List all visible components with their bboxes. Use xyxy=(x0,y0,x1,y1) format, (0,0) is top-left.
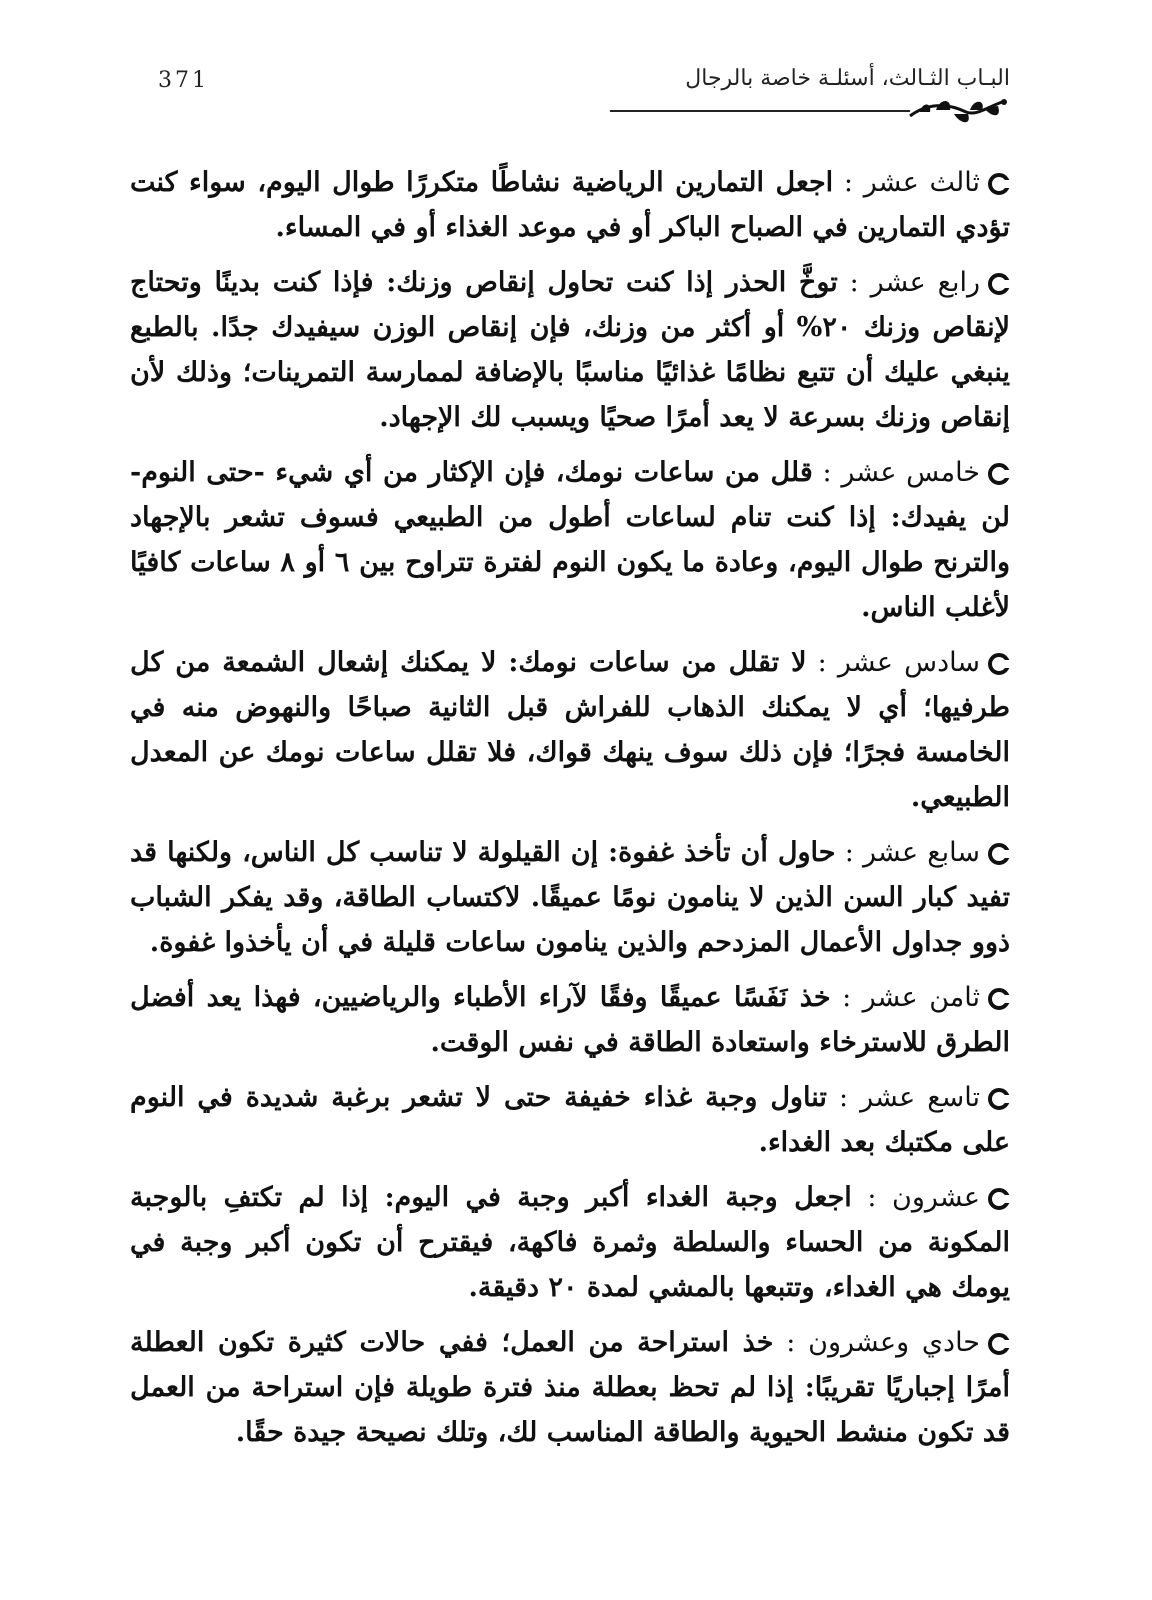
item-text: اجعل وجبة الغداء أكبر وجبة في اليوم: إذا لم تكتفِ بالوجبة المكونة من الحساء والسلطة وثمرة فاكهة، فيقترح أن تكون أكبر وجبة في يومك هي الغداء، وتتبعها بالمشي لمدة ٢٠ دقيقة. xyxy=(130,1182,1010,1303)
crescent-bullet-icon xyxy=(988,273,1010,295)
list-item xyxy=(130,260,1010,440)
item-text: خذ نَفَسًا عميقًا وفقًا لآراء الأطباء والرياضيين، فهذا يعد أفضل الطرق للاسترخاء واستعادة الطاقة في نفس الوقت. xyxy=(130,982,1010,1058)
crescent-bullet-icon xyxy=(988,1088,1010,1110)
list-item xyxy=(130,1075,1010,1165)
item-lead: سابع عشر : xyxy=(844,837,980,868)
list-item xyxy=(130,160,1010,250)
crescent-bullet-icon xyxy=(988,173,1010,195)
list-item xyxy=(130,640,1010,820)
page-header xyxy=(158,64,1010,134)
item-text: اجعل التمارين الرياضية نشاطًا متكررًا طوال اليوم، سواء كنت تؤدي التمارين في الصباح الباكر أو في موعد الغذاء أو في المساء. xyxy=(130,167,1010,243)
item-text: توخَّ الحذر إذا كنت تحاول إنقاص وزنك: فإذا كنت بدينًا وتحتاج لإنقاص وزنك ٢٠% أو أكثر من وزنك، فإن إنقاص الوزن سيفيدك جدًا. بالطبع ينبغي عليك أن تتبع نظامًا غذائيًا مناسبًا بالإضافة لممارسة التمرينات؛ وذلك لأن إنقاص وزنك بسرعة لا يعد أمرًا صحيًا ويسبب لك الإجهاد. xyxy=(130,267,1010,433)
item-lead: خامس عشر : xyxy=(822,457,980,488)
list-item xyxy=(130,1320,1010,1455)
item-text: قلل من ساعات نومك، فإن الإكثار من أي شيء -حتى النوم- لن يفيدك: إذا كنت تنام لساعات أطول من الطبيعي فسوف تشعر بالإجهاد والترنح طوال اليوم، وعادة ما يكون النوم لفترة تتراوح بين ٦ أو ٨ ساعات كافيًا لأغلب الناس. xyxy=(130,457,1010,623)
item-text: لا تقلل من ساعات نومك: لا يمكنك إشعال الشمعة من كل طرفيها؛ أي لا يمكنك الذهاب للفراش قبل الثانية صباحًا والنهوض منه في الخامسة فجرًا؛ فإن ذلك سوف ينهك قواك، فلا تقلل ساعات نومك عن المعدل الطبيعي. xyxy=(130,647,1010,813)
item-lead: تاسع عشر : xyxy=(838,1082,980,1113)
list-item xyxy=(130,450,1010,630)
page-number: 371 xyxy=(158,68,209,93)
crescent-bullet-icon xyxy=(988,1333,1010,1355)
item-lead: حادي وعشرون : xyxy=(786,1327,980,1358)
crescent-bullet-icon xyxy=(988,653,1010,675)
item-text: حاول أن تأخذ غفوة: إن القيلولة لا تناسب كل الناس، ولكنها قد تفيد كبار السن الذين لا ينامون نومًا عميقًا. لاكتساب الطاقة، وقد يفكر الشباب ذوو جداول الأعمال المزدحم والذين ينامون ساعات قليلة في أن يأخذوا غفوة. xyxy=(130,837,1010,958)
item-lead: ثامن عشر : xyxy=(842,982,980,1013)
item-lead: رابع عشر : xyxy=(849,267,981,298)
item-lead: عشرون : xyxy=(867,1182,980,1213)
crescent-bullet-icon xyxy=(988,1188,1010,1210)
item-lead: سادس عشر : xyxy=(817,647,980,678)
list-item xyxy=(130,1175,1010,1310)
item-lead: ثالث عشر : xyxy=(843,167,980,198)
crescent-bullet-icon xyxy=(988,843,1010,865)
item-text: خذ استراحة من العمل؛ ففي حالات كثيرة تكون العطلة أمرًا إجباريًا تقريبًا: إذا لم تحظ بعطلة منذ فترة طويلة فإن استراحة من العمل قد تكون منشط الحيوية والطاقة المناسب لك، وتلك نصيحة جيدة حقًا. xyxy=(130,1327,1010,1448)
running-head: البـاب الثـالث، أسئلـة خاصة بالرجال xyxy=(685,66,1010,91)
item-text: تناول وجبة غذاء خفيفة حتى لا تشعر برغبة شديدة في النوم على مكتبك بعد الغداء. xyxy=(130,1082,1010,1158)
floral-ornament-icon xyxy=(906,94,1010,130)
header-rule xyxy=(610,110,910,112)
crescent-bullet-icon xyxy=(988,463,1010,485)
page-body xyxy=(130,160,1010,1465)
crescent-bullet-icon xyxy=(988,988,1010,1010)
list-item xyxy=(130,830,1010,965)
list-item xyxy=(130,975,1010,1065)
